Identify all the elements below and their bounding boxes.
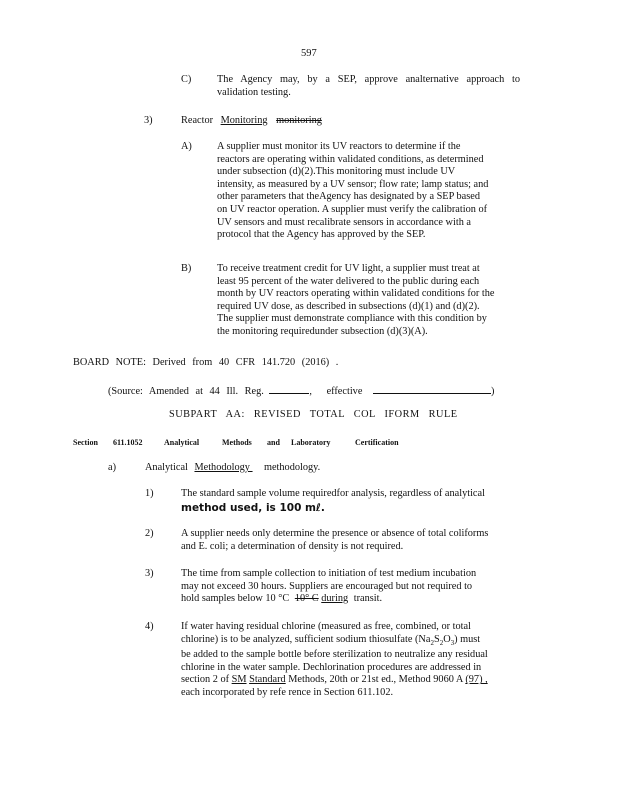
inserted-text: SM bbox=[231, 674, 247, 686]
item-3a-label: A) bbox=[181, 141, 192, 152]
section-number: 611.1052 bbox=[113, 438, 143, 447]
section-heading bbox=[73, 438, 403, 450]
item-a1-label: 1) bbox=[145, 488, 154, 499]
deleted-text: 10° C bbox=[294, 593, 319, 605]
item-a2-text bbox=[181, 528, 531, 553]
item-c-label: C) bbox=[181, 74, 192, 85]
heading-rest: methodology. bbox=[263, 462, 321, 473]
subscript: 2 bbox=[430, 638, 434, 647]
text-line: may not exceed 30 hours. Suppliers are encouraged but not required to bbox=[181, 580, 473, 592]
text-line: the monitoring requiredunder subsection (d)(3)(A). bbox=[217, 325, 428, 337]
inserted-text: during bbox=[321, 593, 349, 605]
text-line: on UV reactor operation. A supplier must verify the calibration of bbox=[217, 203, 488, 215]
text-line: The supplier must demonstrate compliance with this condition by bbox=[217, 313, 487, 325]
item-3a-text bbox=[217, 141, 537, 242]
text-line-emphasis: method used, is 100 mℓ. bbox=[181, 501, 325, 514]
text-segment: section 2 of bbox=[181, 674, 230, 686]
item-3b-text bbox=[217, 263, 541, 339]
source-blank-reg bbox=[269, 383, 309, 394]
underline-gap bbox=[250, 462, 264, 475]
source-suffix: ) bbox=[490, 386, 495, 397]
text-line: protocol that the Agency has approved by the SEP. bbox=[217, 229, 426, 241]
item-a1-text bbox=[181, 488, 531, 515]
item-c-text bbox=[217, 74, 520, 99]
source-line bbox=[108, 383, 494, 399]
text-line: and E. coli; a determination of density is not required. bbox=[181, 540, 404, 552]
text-line: UV sensors and must recalibrate sensors in accordance with a bbox=[217, 216, 472, 228]
text-line: A supplier needs only determine the presence or absence of total coliforms bbox=[181, 528, 489, 539]
text-line: under subsection (d)(2).This monitoring must include UV bbox=[217, 166, 456, 178]
item-3-heading bbox=[181, 115, 322, 128]
item-a-heading bbox=[145, 462, 320, 475]
section-word: Laboratory bbox=[291, 438, 331, 447]
text-segment: ) must bbox=[454, 633, 481, 645]
text-segment: chlorine) is to be analyzed, sufficient sodium thiosulfate (Na bbox=[181, 633, 431, 645]
inserted-text: Standard bbox=[249, 674, 286, 686]
text-segment: O bbox=[443, 633, 451, 645]
inserted-text: (97) , bbox=[465, 674, 488, 686]
section-word: and bbox=[267, 438, 280, 447]
text-segment: S bbox=[433, 633, 440, 645]
text-line: If water having residual chlorine (measured as free, combined, or total bbox=[181, 621, 471, 632]
text-line: month by UV reactors operating within validated conditions for the bbox=[217, 288, 495, 300]
heading-text: Analytical bbox=[145, 462, 188, 473]
text-line: required UV dose, as described in subsections (d)(1) and (d)(2). bbox=[217, 300, 480, 312]
heading-text: Reactor bbox=[181, 115, 214, 126]
section-word: Certification bbox=[355, 438, 399, 447]
item-a2-label: 2) bbox=[145, 528, 154, 539]
text-line: The Agency may, by a SEP, approve analternative approach to bbox=[217, 74, 520, 85]
subscript: 2 bbox=[439, 638, 444, 647]
text-segment: Methods, 20th or 21st ed., Method 9060 A bbox=[288, 674, 463, 686]
text-line: A supplier must monitor its UV reactors to determine if the bbox=[217, 141, 461, 152]
section-word: Methods bbox=[222, 438, 252, 447]
text-line bbox=[181, 674, 536, 687]
inserted-text: Methodology bbox=[194, 462, 250, 473]
section-word: Analytical bbox=[164, 438, 200, 447]
section-label: Section bbox=[73, 438, 98, 447]
text-line: least 95 percent of the water delivered to the public during each bbox=[217, 275, 480, 287]
item-3b-label: B) bbox=[181, 263, 192, 274]
text-line bbox=[181, 634, 536, 650]
item-a-label: a) bbox=[108, 462, 116, 473]
item-a4-text bbox=[181, 621, 536, 700]
page-number: 597 bbox=[301, 48, 317, 59]
text-line: be added to the sample bottle before sterilization to neutralize any residual bbox=[181, 649, 488, 661]
item-a4-label: 4) bbox=[145, 621, 154, 632]
item-a3-label: 3) bbox=[145, 568, 154, 579]
board-note: BOARD NOTE: Derived from 40 CFR 141.720 (2016) . bbox=[73, 357, 339, 368]
inserted-text: Monitoring bbox=[220, 115, 268, 126]
text-segment: transit. bbox=[353, 593, 383, 605]
subpart-heading: SUBPART AA: REVISED TOTAL COL IFORM RULE bbox=[169, 409, 458, 420]
text-line: intensity, as measured by a UV sensor; flow rate; lamp status; and bbox=[217, 178, 489, 190]
text-line: The time from sample collection to initiation of test medium incubation bbox=[181, 568, 477, 579]
text-line: reactors are operating within validated conditions, as determined bbox=[217, 153, 484, 165]
text-segment: hold samples below 10 °C bbox=[181, 593, 290, 605]
text-line: The standard sample volume requiredfor analysis, regardless of analytical bbox=[181, 488, 485, 499]
deleted-text: monitoring bbox=[276, 115, 322, 126]
text-line: each incorporated by refe rence in Section 611.102. bbox=[181, 687, 394, 699]
text-line: chlorine in the water sample. Dechlorination procedures are addressed in bbox=[181, 661, 482, 673]
text-line: validation testing. bbox=[217, 86, 291, 98]
item-a3-text bbox=[181, 568, 526, 606]
text-line: To receive treatment credit for UV light, a supplier must treat at bbox=[217, 263, 480, 274]
item-3-label: 3) bbox=[144, 115, 153, 126]
text-line bbox=[181, 593, 526, 606]
source-blank-effective bbox=[373, 383, 491, 394]
subscript: 3 bbox=[450, 638, 455, 647]
source-middle: , effective bbox=[309, 386, 363, 397]
text-line: other parameters that theAgency has designated by a SEP based bbox=[217, 191, 480, 203]
source-prefix: (Source: Amended at 44 Ill. Reg. bbox=[108, 386, 264, 397]
